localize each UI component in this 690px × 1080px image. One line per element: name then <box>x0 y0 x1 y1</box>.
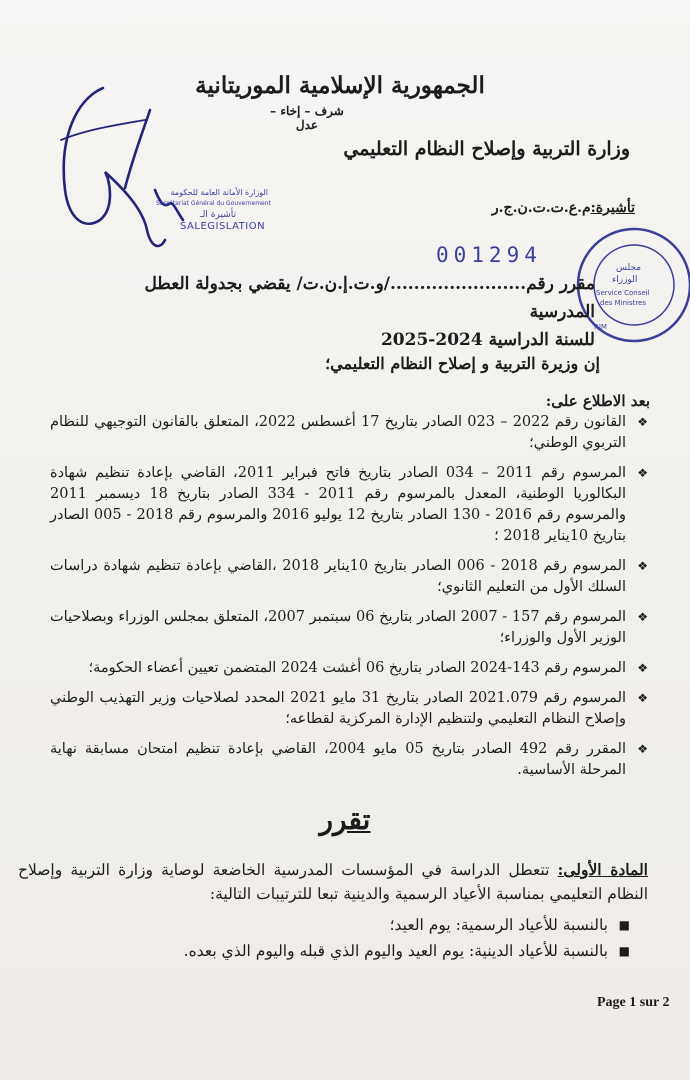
bullet-icon: ❖ <box>637 742 648 756</box>
ministry-name: وزارة التربية وإصلاح النظام التعليمي <box>343 138 630 160</box>
national-motto: شرف – إخاء – عدل <box>270 104 344 132</box>
decree-line-2: للسنة الدراسية 2024-2025 <box>380 330 595 350</box>
after-reference: بعد الاطلاع على: <box>545 392 650 410</box>
stamp-line-3: تأشيرة الـ <box>200 210 236 220</box>
stamp-right-line-4: des Ministres <box>600 299 647 307</box>
bullet-icon: ❖ <box>637 661 648 675</box>
bullet-icon: ❖ <box>637 559 648 573</box>
document-number: 001294 <box>436 243 542 267</box>
stamp-right-line-2: الوزراء <box>612 275 638 285</box>
bullet-icon: ❖ <box>637 415 648 429</box>
visa-line <box>395 200 635 216</box>
bullet-icon: ❖ <box>637 691 648 705</box>
list-item: ■ بالنسبة للأعياد الدينية: يوم العيد واليوم الذي قبله واليوم الذي بعده. <box>110 938 630 964</box>
page-number: Page 1 sur 2 <box>597 995 670 1010</box>
stamp-line-4: SALEGISLATION <box>180 221 266 232</box>
stamp-line-2: Secrétariat Général du Gouvernement <box>156 200 271 207</box>
list-item: ❖ المرسوم رقم 2018 - 006 الصادر بتاريخ 10يناير 2018 ،القاضي بإعادة تنظيم شهادة دراسات السلك الأول من التعليم الثانوي؛ <box>50 558 648 595</box>
stamp-right-line-1: مجلس <box>616 263 642 273</box>
republic-title: الجمهورية الإسلامية الموريتانية <box>195 72 485 99</box>
visa-value: م.ع.ت.ت.ن.ج.ر <box>491 200 591 216</box>
square-bullet-icon: ■ <box>618 944 630 958</box>
list-item: ❖ المقرر رقم 492 الصادر بتاريخ 05 مايو 2004، القاضي بإعادة تنظيم امتحان مسابقة نهاية المرحلة الأساسية. <box>50 741 648 778</box>
decree-line-1: مقرر رقم......................./و.ت.إ.ن.ت/ يقضي بجدولة العطل المدرسية <box>144 274 595 322</box>
preamble: إن وزيرة التربية و إصلاح النظام التعليمي؛ <box>325 354 600 373</box>
list-item: ❖ المرسوم رقم 2011 – 034 الصادر بتاريخ فاتح فبراير 2011، القاضي بإعادة تنظيم شهادة البكالوريا الوطنية، المعدل بالمرسوم رقم 2011 - 334 الصادر بتاريخ 18 ديسمبر 2011 والمرسوم رقم 2016 - 130 الصادر بتاريخ 12 يوليو 2016 والمرسوم رقم 2018 - 005 الصادر بتاريخ 10يناير 2018 ؛ <box>50 465 648 544</box>
bullet-icon: ❖ <box>637 466 648 480</box>
square-bullet-icon: ■ <box>618 918 630 932</box>
legislation-stamp <box>148 188 273 244</box>
stamp-right-line-5: RIM <box>594 323 607 331</box>
visa-label: تأشيرة: <box>590 200 635 216</box>
article-1-text: تتعطل الدراسة في المؤسسات المدرسية الخاضعة لوصاية وزارة التربية وإصلاح النظام التعليمي بمناسبة الأعياد الرسمية والدينية تبعا للترتيبات التالية: <box>18 861 648 903</box>
article-1-items <box>110 912 630 964</box>
list-item: ■ بالنسبة للأعياد الرسمية: يوم العيد؛ <box>110 912 630 938</box>
bullet-icon: ❖ <box>637 610 648 624</box>
article-1 <box>18 858 648 906</box>
stamp-right-line-3: Service Conseil <box>596 289 650 297</box>
decides-title: تقرر <box>319 803 371 836</box>
list-item: ❖ القانون رقم 2022 – 023 الصادر بتاريخ 17 أغسطس 2022، المتعلق بالقانون التوجيهي للنظام التربوي الوطني؛ <box>50 414 648 451</box>
stamp-line-1: الوزارة الأمانة العامة للحكومة <box>170 188 268 197</box>
list-item: ❖ المرسوم رقم 2021.079 الصادر بتاريخ 31 مايو 2021 المحدد لصلاحيات وزير التهذيب الوطني وإصلاح النظام التعليمي ولتنظيم الإدارة المركزية لقطاعه؛ <box>50 690 648 727</box>
references-list <box>50 412 650 790</box>
list-item: ❖ المرسوم رقم 157 - 2007 الصادر بتاريخ 06 سبتمبر 2007، المتعلق بمجلس الوزراء وبصلاحيات الوزير الأول والوزراء؛ <box>50 609 648 646</box>
article-1-label: المادة الأولى: <box>557 860 648 879</box>
list-item: ❖ المرسوم رقم 143-2024 الصادر بتاريخ 06 أغشت 2024 المتضمن تعيين أعضاء الحكومة؛ <box>50 658 650 679</box>
decree-heading <box>75 270 595 354</box>
